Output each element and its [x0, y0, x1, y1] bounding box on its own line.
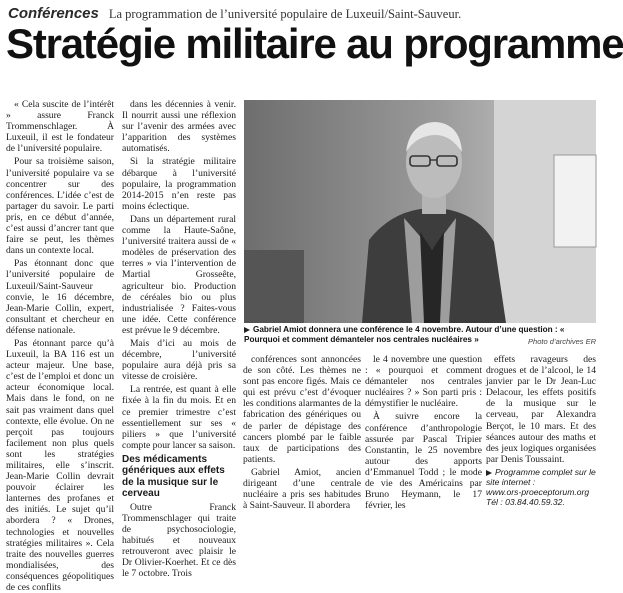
- article-column-4: [365, 354, 482, 512]
- paragraph: Pas étonnant parce qu’à Luxeuil, la BA 116 est un acteur majeur. Une base, c’est de l’emploi et donc un acteur économique local. Mais dans le fond, on ne sait pas vraiment dans quel contexte, elle évolue. On ne perçoit pas toujours facilement non plus quels sont les stratégies militaires, elle s’inscrit. Jean-Marie Collin devrait pouvoir éclairer les lanternes des profanes et des initiés. Le sujet qu’il abordera ? « Drones, technologies et nouvelles stratégies militaires ». Cela traite des nouvelles guerres mondialisées, des conséquences géopolitiques de ces conflits: [6, 337, 114, 593]
- paragraph: Outre Franck Trommenschlager qui traite de psychosociologie, habitués et nouveaux retrouveront avec plaisir le Dr Olivier-Koerhet. Et ce dès le 7 octobre. Trois: [122, 501, 236, 580]
- article-column-5: [486, 354, 596, 507]
- caption-bullet-icon: [244, 327, 250, 333]
- article-column-1: [6, 99, 114, 593]
- headline: Stratégie militaire au programme: [6, 20, 623, 67]
- info-box: [486, 467, 596, 507]
- paragraph: Dans un département rural comme la Haute-Saône, l’université traitera aussi de « modèles de préservation des terres » via l’intervention de Martial Grosseête, agriculteur bio. Production de céréales bio ou plus industrialisée ? Faites-vous une idée. Cette conférence est prévue le 9 décembre.: [122, 213, 236, 336]
- article-subtitle: La programmation de l’université populaire de Luxeuil/Saint-Sauveur.: [108, 7, 462, 21]
- paragraph: Si la stratégie militaire débarque à l’université populaire, la programmation 2014-2015 n’en reste pas moins éclectique.: [122, 156, 236, 212]
- article-column-3: [243, 354, 361, 512]
- paragraph: La rentrée, est quant à elle fixée à la fin du mois. Et en ce premier trimestre c’est essentiellement sur ses « piliers » que l’université compte pour lancer sa saison.: [122, 384, 236, 451]
- photo-credit: Photo d’archives ER: [528, 337, 596, 346]
- info-phone: Tél : 03.84.40.59.32.: [486, 496, 565, 507]
- info-label: Programme complet sur le site internet :: [486, 466, 596, 487]
- paragraph: Mais d’ici au mois de décembre, l’université populaire aura déjà pris sa vitesse de croisière.: [122, 337, 236, 383]
- article-photo: [244, 100, 596, 323]
- paragraph: conférences sont annoncées de son côté. Les thèmes ne sont pas encore figés. Mais ce qui est prévu c’est d’évoquer les conditions alarmantes de la fabrication des génériques ou de parler de dépistage des cancers plombé par le faible taux de participations des patients.: [243, 354, 361, 465]
- info-url: www.ors-proeceptorum.org: [486, 486, 590, 497]
- paragraph: le 4 novembre une question : « pourquoi et comment démanteler nos centrales nucléaires ? » Son parti pris : démystifier le nucléaire.: [365, 354, 482, 410]
- article-column-2: [122, 99, 236, 580]
- info-bullet-icon: [486, 470, 492, 476]
- paragraph: À suivre encore la conférence d’anthropologie assurée par Pascal Tripier Constantin, le 25 novembre autour des apports d’Emmanuel Todd ; le mode de vie des Américains par Bruno Heymann, le 17 février, les: [365, 411, 482, 512]
- paragraph: « Cela suscite de l’intérêt » assure Franck Trommenschlager. À Luxeuil, il est le fondateur de l’université populaire.: [6, 99, 114, 155]
- paragraph: Gabriel Amiot, ancien dirigeant d’une centrale nucléaire a pris ses habitudes à Saint-Sauveur. Il abordera: [243, 466, 361, 512]
- intertitle: Des médicaments génériques aux effets de la musique sur le cerveau: [122, 453, 225, 500]
- paragraph: Pour sa troisième saison, l’université populaire va se concentrer sur des conférences. L’idée c’est de partager du savoir. Le parti pris, en ce début d’année, c’est aussi d’ancrer tant que faire se peut, les thèmes dans un contexte local.: [6, 156, 114, 257]
- photo-caption: Gabriel Amiot donnera une conférence le 4 novembre. Autour d’une question : « Pourquoi et comment démanteler nos centrales nucléaires »: [244, 325, 565, 344]
- section-label: Conférences: [8, 5, 99, 22]
- paragraph: effets ravageurs des drogues et de l’alcool, le 14 janvier par le Dr Jean-Luc Delacour, les effets positifs de la musique sur le cerveau, par Alexandra Berçot, le 10 mars. Et des séances autour des maths et des jeux logiques organisées par Denis Toussaint.: [486, 354, 596, 465]
- paragraph: Pas étonnant donc que l’université populaire de Luxeuil/Saint-Sauveur convie, le 16 décembre, Jean-Marie Collin, expert, consultant et chercheur en défense nationale.: [6, 258, 114, 336]
- photo-illustration: [244, 100, 596, 323]
- paragraph: dans les décennies à venir. Il nourrit aussi une réflexion sur l’avenir des armées avec l’apparition des systèmes automatisés.: [122, 99, 236, 155]
